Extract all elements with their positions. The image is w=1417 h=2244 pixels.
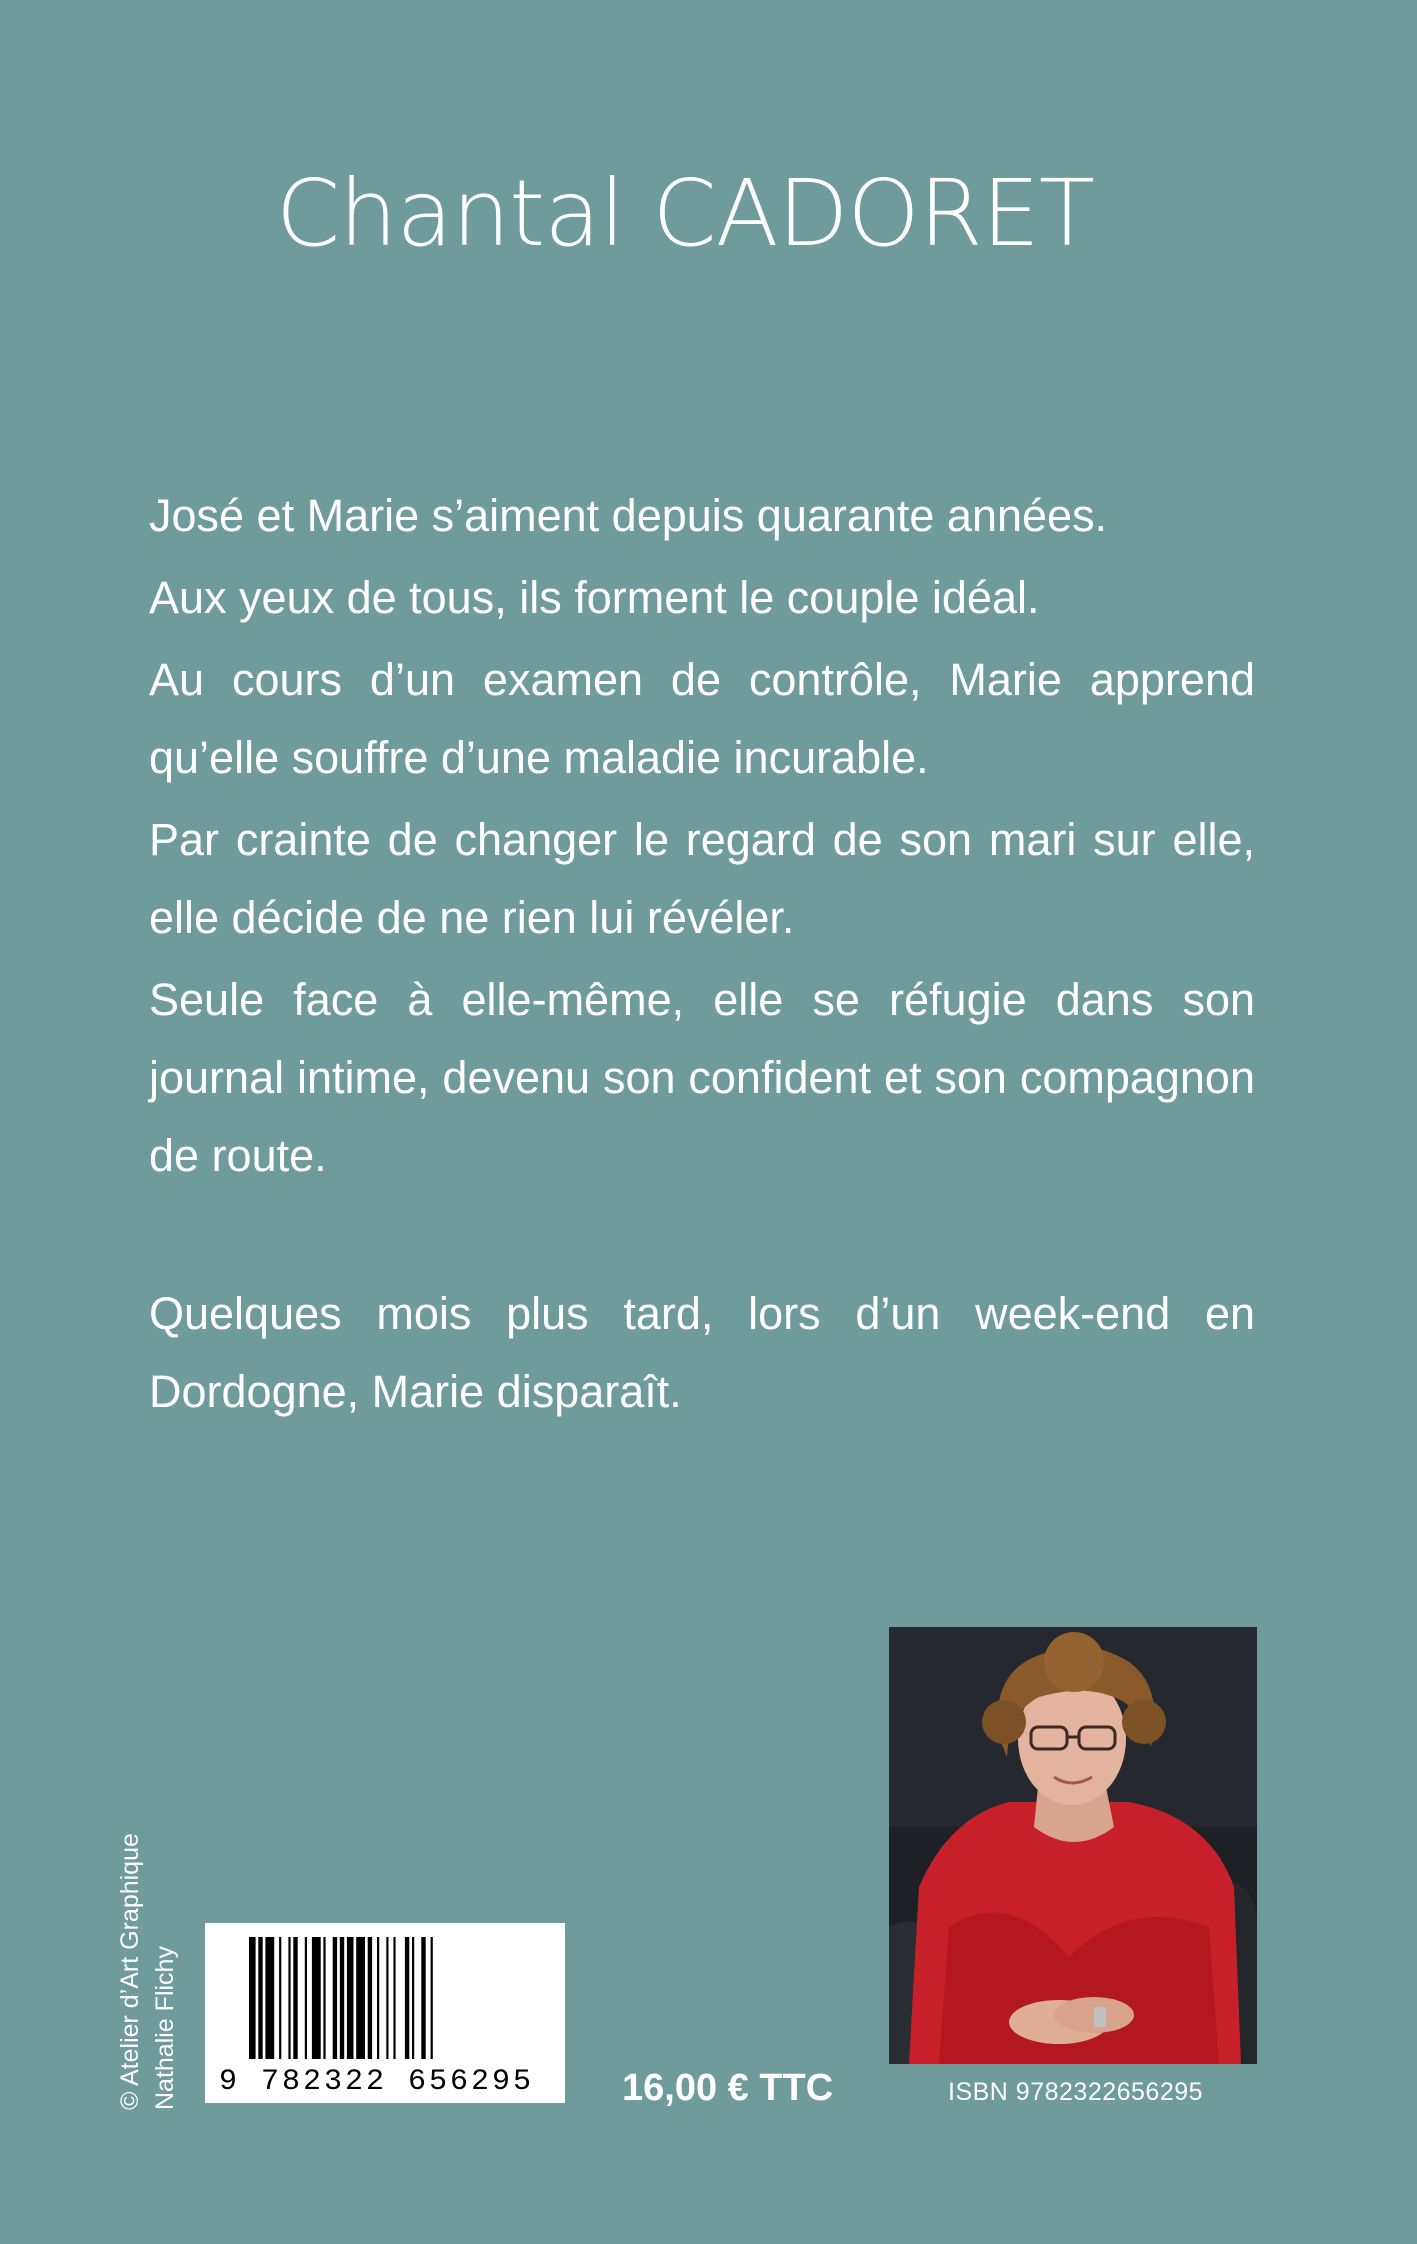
blurb-paragraph: Aux yeux de tous, ils forment le couple idéal.	[149, 572, 1040, 623]
cover-credit	[113, 1833, 183, 2110]
barcode-bar	[333, 1937, 337, 2059]
blurb-paragraph: Par crainte de changer le regard de son mari sur elle, elle décide de ne rien lui révéler.	[149, 814, 1255, 943]
isbn-label: ISBN 9782322656295	[948, 2078, 1204, 2106]
barcode-bar	[293, 1937, 297, 2059]
barcode-bar	[258, 1937, 262, 2059]
back-cover-blurb	[149, 477, 1255, 1435]
barcode-bar	[405, 1937, 409, 2059]
barcode-bar	[412, 1937, 414, 2059]
barcode-bar	[288, 1937, 290, 2059]
barcode	[205, 1923, 565, 2103]
credit-line: © Atelier d’Art Graphique	[116, 1833, 144, 2110]
credit-line: Nathalie Flichy	[151, 1946, 179, 2110]
barcode-bar	[377, 1937, 379, 2059]
barcode-bar	[431, 1937, 433, 2059]
barcode-bar	[305, 1937, 307, 2059]
barcode-bar	[249, 1937, 256, 2059]
author-photo	[889, 1627, 1257, 2064]
author-name: Chantal CADORET	[275, 160, 1095, 267]
barcode-bar	[312, 1937, 321, 2059]
barcode-bar	[340, 1937, 344, 2059]
barcode-bar	[265, 1937, 274, 2059]
blurb-paragraph: Au cours d’un examen de contrôle, Marie apprend qu’elle souffre d’une maladie incurable.	[149, 654, 1255, 783]
barcode-bar	[393, 1937, 395, 2059]
barcode-bar	[347, 1937, 354, 2059]
blurb-paragraph: José et Marie s’aiment depuis quarante années.	[149, 490, 1108, 541]
barcode-bar	[386, 1937, 388, 2059]
barcode-bar	[279, 1937, 281, 2059]
blurb-paragraph: Seule face à elle-même, elle se réfugie dans son journal intime, devenu son confident et son compagnon de route.	[149, 974, 1255, 1181]
price-label: 16,00 € TTC	[622, 2067, 834, 2109]
barcode-bar	[323, 1937, 325, 2059]
barcode-number: 9 782322 656295	[219, 2065, 535, 2099]
barcode-bar	[368, 1937, 372, 2059]
blurb-paragraph: Quelques mois plus tard, lors d’un week-end en Dordogne, Marie disparaît.	[149, 1288, 1255, 1417]
barcode-bar	[356, 1937, 365, 2059]
barcode-bar	[421, 1937, 425, 2059]
